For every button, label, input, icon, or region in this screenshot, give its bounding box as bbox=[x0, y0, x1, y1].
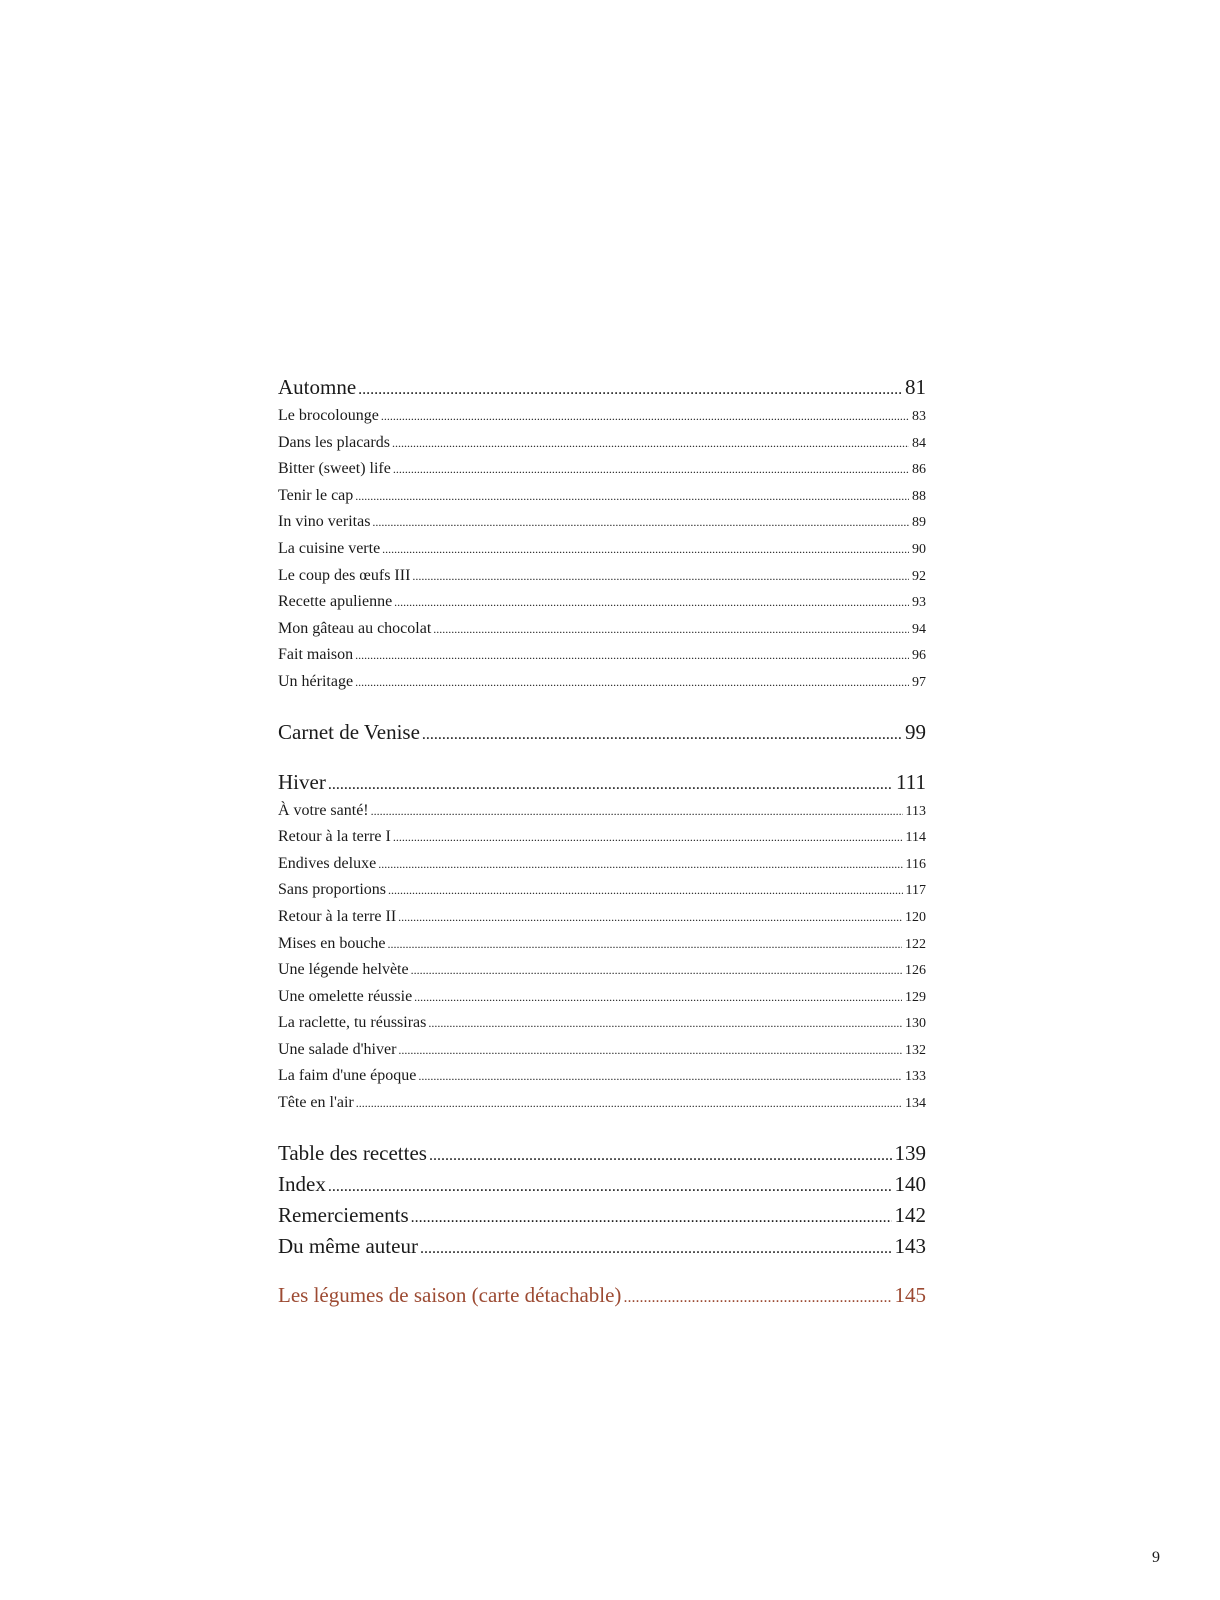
toc-entry-label: La cuisine verte bbox=[278, 539, 381, 557]
toc-entry[interactable] bbox=[278, 1090, 926, 1117]
toc-entry[interactable] bbox=[278, 824, 926, 851]
toc-entry-label: Carnet de Venise bbox=[278, 719, 420, 744]
toc-entry-page: 132 bbox=[905, 1042, 926, 1058]
toc-entry[interactable] bbox=[278, 483, 926, 510]
toc-entry-page: 120 bbox=[905, 909, 926, 925]
toc-entry-page: 83 bbox=[912, 409, 926, 424]
toc-entry-label: Une omelette réussie bbox=[278, 987, 413, 1005]
dot-leader bbox=[623, 1280, 891, 1313]
toc-entry-page: 94 bbox=[912, 621, 926, 637]
dot-leader bbox=[381, 403, 909, 430]
toc-entry-page: 140 bbox=[894, 1171, 926, 1196]
toc-entry-label: Endives deluxe bbox=[278, 854, 377, 872]
toc-entry-label: Du même auteur bbox=[278, 1233, 418, 1258]
toc-entry-label: Table des recettes bbox=[278, 1140, 427, 1165]
toc-entry-page: 88 bbox=[912, 488, 926, 504]
dot-leader bbox=[372, 509, 909, 536]
toc-entry-label: À votre santé! bbox=[278, 801, 369, 819]
toc-entry-label: La raclette, tu réussiras bbox=[278, 1014, 427, 1032]
dot-leader bbox=[398, 904, 902, 931]
dot-leader bbox=[433, 616, 909, 643]
toc-entry-page: 143 bbox=[894, 1233, 926, 1258]
toc-entry-label: Tête en l'air bbox=[278, 1094, 354, 1112]
dot-leader bbox=[422, 717, 902, 750]
toc-entry-remerciements[interactable] bbox=[278, 1200, 926, 1231]
toc-entry-label: Recette apulienne bbox=[278, 593, 393, 611]
dot-leader bbox=[378, 851, 902, 878]
toc-entry[interactable] bbox=[278, 536, 926, 563]
toc-entry[interactable] bbox=[278, 509, 926, 536]
toc-entry-page: 142 bbox=[894, 1202, 926, 1227]
dot-leader bbox=[388, 877, 903, 904]
toc-entry[interactable] bbox=[278, 642, 926, 669]
toc-section-automne[interactable] bbox=[278, 372, 926, 403]
dot-leader bbox=[355, 483, 909, 510]
toc-entry-page: 133 bbox=[905, 1069, 926, 1085]
toc-entry-page: 130 bbox=[905, 1016, 926, 1032]
dot-leader bbox=[356, 1090, 902, 1117]
toc-entry-page: 111 bbox=[896, 769, 926, 794]
toc-entry[interactable] bbox=[278, 904, 926, 931]
toc-entry-label: La faim d'une époque bbox=[278, 1067, 417, 1085]
toc-entry-page: 97 bbox=[912, 674, 926, 690]
toc-section-hiver[interactable] bbox=[278, 767, 926, 798]
toc-entry-du-meme-auteur[interactable] bbox=[278, 1231, 926, 1262]
toc-entry-page: 86 bbox=[912, 462, 926, 478]
toc-entry-page: 90 bbox=[912, 541, 926, 557]
toc-entry-label: Le coup des œufs III bbox=[278, 566, 411, 584]
section-spacer bbox=[278, 748, 926, 767]
toc-entry[interactable] bbox=[278, 403, 926, 430]
toc-entry-label: Une légende helvète bbox=[278, 961, 409, 979]
toc-entry-page: 126 bbox=[905, 963, 926, 979]
toc-entry-label: Hiver bbox=[278, 769, 326, 794]
dot-leader bbox=[412, 563, 909, 590]
toc-entry-page: 84 bbox=[912, 435, 926, 451]
toc-entry[interactable] bbox=[278, 1010, 926, 1037]
dot-leader bbox=[420, 1231, 892, 1264]
dot-leader bbox=[328, 767, 893, 800]
dot-leader bbox=[418, 1063, 902, 1090]
toc-entry[interactable] bbox=[278, 877, 926, 904]
toc-entry-page: 116 bbox=[905, 856, 926, 872]
dot-leader bbox=[328, 1169, 892, 1202]
section-spacer bbox=[278, 1262, 926, 1280]
dot-leader bbox=[355, 669, 909, 696]
toc-entry-legumes-de-saison[interactable] bbox=[278, 1280, 926, 1311]
toc-entry-label: Sans proportions bbox=[278, 881, 386, 899]
dot-leader bbox=[392, 430, 909, 457]
toc-entry-page: 117 bbox=[905, 883, 926, 899]
page-number: 9 bbox=[1152, 1549, 1160, 1566]
toc-entry[interactable] bbox=[278, 984, 926, 1011]
toc-entry-label: Retour à la terre I bbox=[278, 828, 391, 846]
toc-entry-page: 122 bbox=[905, 936, 926, 952]
dot-leader bbox=[355, 642, 909, 669]
toc-entry-page: 139 bbox=[894, 1140, 926, 1165]
toc-entry-label: Mises en bouche bbox=[278, 934, 386, 952]
toc-entry-label: Dans les placards bbox=[278, 433, 390, 451]
toc-entry-label: Index bbox=[278, 1171, 326, 1196]
toc-entry[interactable] bbox=[278, 1037, 926, 1064]
toc-entry-page: 93 bbox=[912, 595, 926, 611]
toc-entry-label: Le brocolounge bbox=[278, 407, 379, 424]
section-spacer bbox=[278, 696, 926, 717]
table-of-contents bbox=[278, 372, 926, 1311]
toc-entry-page: 114 bbox=[905, 830, 926, 846]
toc-entry-page: 92 bbox=[912, 568, 926, 584]
dot-leader bbox=[393, 456, 909, 483]
toc-entry-label: Les légumes de saison (carte détachable) bbox=[278, 1282, 622, 1307]
toc-entry[interactable] bbox=[278, 589, 926, 616]
dot-leader bbox=[398, 1037, 902, 1064]
toc-entry-page: 81 bbox=[905, 375, 926, 399]
toc-entry[interactable] bbox=[278, 798, 926, 825]
toc-entry-label: Tenir le cap bbox=[278, 486, 354, 504]
toc-entry[interactable] bbox=[278, 563, 926, 590]
toc-entry[interactable] bbox=[278, 1063, 926, 1090]
dot-leader bbox=[388, 931, 902, 958]
dot-leader bbox=[371, 798, 903, 825]
toc-entry-page: 96 bbox=[912, 648, 926, 664]
dot-leader bbox=[411, 1200, 892, 1233]
toc-entry-label: Une salade d'hiver bbox=[278, 1040, 397, 1058]
toc-entry-label: Remerciements bbox=[278, 1202, 409, 1227]
toc-entry-label: Mon gâteau au chocolat bbox=[278, 619, 432, 637]
toc-entry[interactable] bbox=[278, 430, 926, 457]
toc-entry-page: 134 bbox=[905, 1096, 926, 1112]
toc-entry-page: 145 bbox=[894, 1282, 926, 1307]
toc-entry-table-des-recettes[interactable] bbox=[278, 1138, 926, 1169]
toc-entry-page: 99 bbox=[905, 719, 926, 744]
toc-entry-page: 89 bbox=[912, 515, 926, 531]
toc-entry-page: 129 bbox=[905, 989, 926, 1005]
toc-entry[interactable] bbox=[278, 851, 926, 878]
toc-entry-page: 113 bbox=[905, 803, 926, 819]
dot-leader bbox=[429, 1138, 892, 1171]
toc-entry[interactable] bbox=[278, 669, 926, 696]
toc-entry[interactable] bbox=[278, 456, 926, 483]
toc-entry[interactable] bbox=[278, 957, 926, 984]
toc-entry-label: Automne bbox=[278, 375, 357, 399]
toc-entry[interactable] bbox=[278, 616, 926, 643]
toc-entry-label: In vino veritas bbox=[278, 513, 371, 531]
toc-entry-index[interactable] bbox=[278, 1169, 926, 1200]
toc-entry[interactable] bbox=[278, 931, 926, 958]
toc-entry-label: Retour à la terre II bbox=[278, 907, 397, 925]
dot-leader bbox=[358, 372, 902, 405]
toc-section-venise[interactable] bbox=[278, 717, 926, 748]
dot-leader bbox=[393, 824, 903, 851]
toc-entry-label: Bitter (sweet) life bbox=[278, 460, 391, 478]
toc-entry-label: Fait maison bbox=[278, 646, 354, 664]
dot-leader bbox=[428, 1010, 902, 1037]
dot-leader bbox=[414, 984, 902, 1011]
toc-entry-label: Un héritage bbox=[278, 672, 354, 690]
section-spacer bbox=[278, 1117, 926, 1138]
dot-leader bbox=[411, 957, 902, 984]
dot-leader bbox=[382, 536, 909, 563]
dot-leader bbox=[394, 589, 909, 616]
